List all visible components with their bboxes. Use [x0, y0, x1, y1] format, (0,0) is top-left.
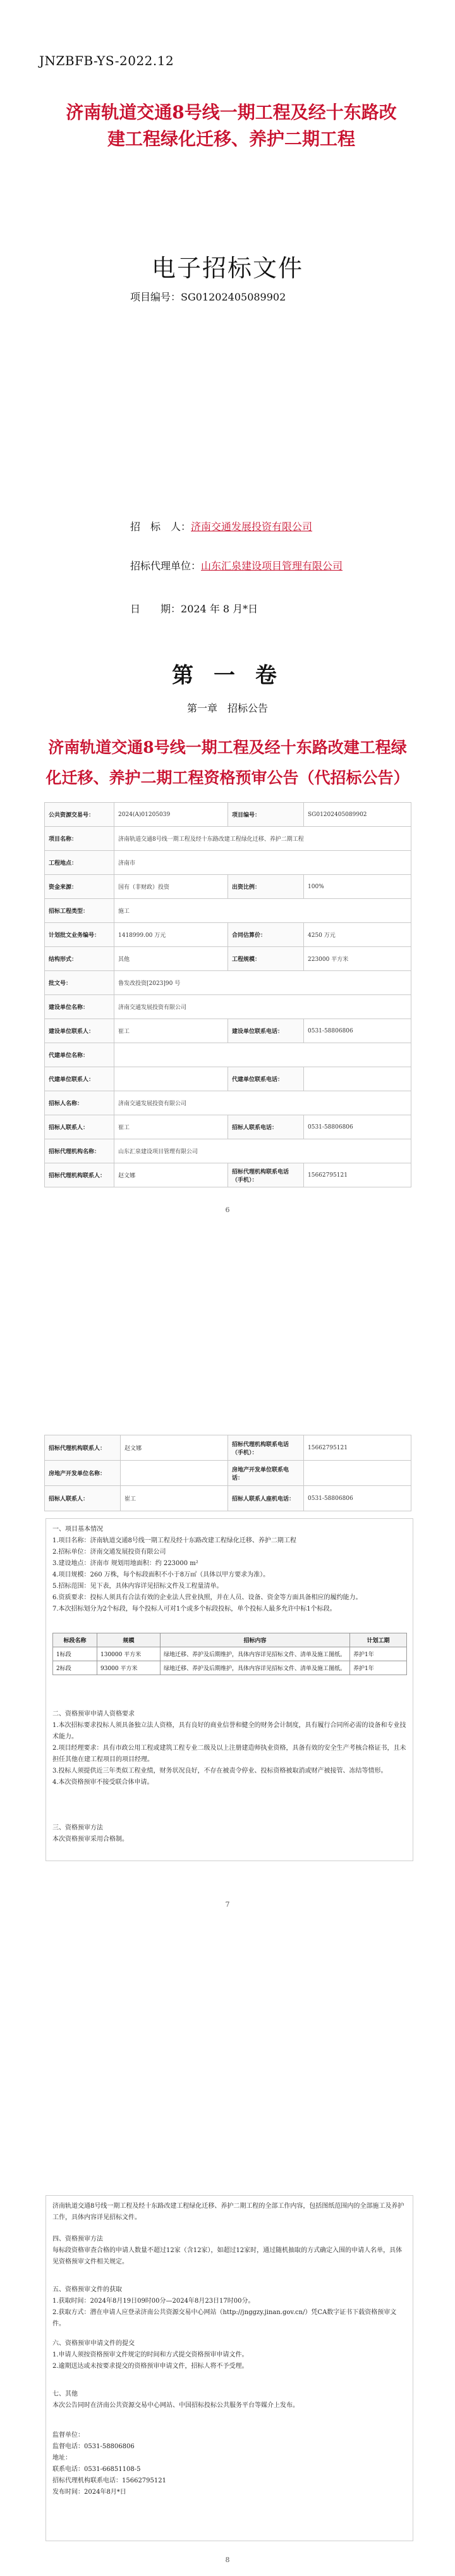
- field-label: 招标代理机构名称：: [45, 1139, 114, 1163]
- table-row: [45, 1091, 411, 1115]
- section-3: [52, 1823, 406, 1845]
- field-value: 崔工: [114, 1115, 228, 1139]
- field-value: 223000 平方米: [304, 947, 411, 971]
- text-line: 发布时间：2024年8月*日: [52, 2489, 126, 2496]
- field-label: 工程规模：: [228, 947, 304, 971]
- section-1: [52, 1524, 406, 1615]
- field-label: 出资比例：: [228, 875, 304, 899]
- field-label: 招标人联系人座机电话：: [228, 1486, 304, 1511]
- table-row: [45, 923, 411, 947]
- field-value: [121, 1461, 228, 1486]
- tenderee-label: 招 标 人：: [130, 521, 191, 533]
- field-label: 招标代理机构联系人：: [45, 1163, 114, 1187]
- table-cell: 93000 平方米: [97, 1661, 161, 1675]
- column-header: 标段名称: [53, 1633, 97, 1647]
- document-code: JNZBFB-YS-2022.12: [39, 53, 174, 68]
- field-value: 山东汇泉建设项目管理有限公司: [114, 1139, 411, 1163]
- field-value: 1418999.00 万元: [114, 923, 228, 947]
- contact-table: [44, 1435, 411, 1511]
- text-line: 1.获取时间：2024年8月19日09时00分—2024年8月23日17时00分。: [52, 2298, 255, 2305]
- field-value: [304, 1461, 411, 1486]
- table-row: [45, 995, 411, 1019]
- field-label: 房地产开发单位联系电话：: [228, 1461, 304, 1486]
- table-row: [45, 1115, 411, 1139]
- field-label: 招标人联系人：: [45, 1115, 114, 1139]
- page-1: [0, 0, 455, 797]
- tenderee-row: [130, 519, 312, 533]
- text-line: 济南轨道交通8号线一期工程及经十东路改建工程绿化迁移、养护二期工程的全部工作内容，包括图纸范围内的全部施工及养护工作，具体内容详见招标文件。: [52, 2203, 404, 2221]
- agent-label: 招标代理单位：: [130, 560, 202, 572]
- field-label: 项目名称：: [45, 827, 114, 851]
- section-3-title: 三、资格预审方法: [52, 1824, 103, 1831]
- field-value: 15662795121: [304, 1163, 411, 1187]
- field-value: 15662795121: [304, 1435, 411, 1461]
- field-label: 招标代理机构联系电话（手机）：: [228, 1435, 304, 1461]
- field-label: 房地产开发单位名称：: [45, 1461, 121, 1486]
- field-value: 济南交通发展投资有限公司: [114, 1091, 411, 1115]
- table-row: [45, 1139, 411, 1163]
- section-2: [52, 1709, 406, 1788]
- field-value: 崔工: [114, 1019, 228, 1043]
- field-value: 国有（非财政）投资: [114, 875, 228, 899]
- field-label: 招标人联系电话：: [228, 1115, 304, 1139]
- column-header: 规模: [97, 1633, 161, 1647]
- field-label: 招标工程类型：: [45, 899, 114, 923]
- field-value: 济南交通发展投资有限公司: [114, 995, 411, 1019]
- table-cell: 养护1年: [350, 1661, 407, 1675]
- text-line: 本次资格预审采用合格制。: [52, 1836, 128, 1843]
- field-value: [114, 1067, 228, 1091]
- text-line: 本次公告同时在济南公共资源交易中心网站、中国招标投标公共服务平台等媒介上发布。: [52, 2402, 299, 2409]
- text-line: 3.投标人须提供近三年类似工程业绩，财务状况良好，不存在被责令停业、投标资格被取消或财产被接管、冻结等情形。: [52, 1768, 387, 1774]
- field-value: 100%: [304, 875, 411, 899]
- table-row: [45, 1067, 411, 1091]
- announcement-body-box-2: [46, 2195, 413, 2541]
- announcement-title: 济南轨道交通8号线一期工程及经十东路改建工程绿化迁移、养护二期工程资格预审公告（代招标公告）: [46, 738, 410, 787]
- table-row: [45, 1435, 411, 1461]
- table-row: [53, 1661, 407, 1675]
- section-4-title: 四、资格预审方法: [52, 2236, 103, 2243]
- field-label: 代建单位联系电话：: [228, 1067, 304, 1091]
- project-info-table: [44, 802, 411, 1187]
- table-row: [45, 1461, 411, 1486]
- text-line: 2.项目经理要求：具有市政公用工程或建筑工程专业二级及以上注册建造师执业资格，具备有效的安全生产考核合格证书，且未担任其他在建工程项目的项目经理。: [52, 1745, 406, 1763]
- field-label: 建设单位联系电话：: [228, 1019, 304, 1043]
- field-label: 建设单位联系人：: [45, 1019, 114, 1043]
- text-line: 7.本次招标划分为2个标段，每个投标人可对1个或多个标段投标，单个投标人最多允许中标1个标段。: [52, 1606, 336, 1613]
- cover-title: 济南轨道交通8号线一期工程及经十东路改建工程绿化迁移、养护二期工程: [66, 102, 397, 149]
- field-value: 4250 万元: [304, 923, 411, 947]
- table-row: [45, 1019, 411, 1043]
- field-value: 其他: [114, 947, 228, 971]
- text-line: 2.招标单位：济南交通发展投资有限公司: [52, 1549, 166, 1556]
- table-cell: 养护1年: [350, 1647, 407, 1661]
- field-label: 资金来源：: [45, 875, 114, 899]
- text-line: 2.获取方式：潜在申请人应登录济南公共资源交易中心网站（http://jnggzy.jinan.gov.cn/）凭CA数字证书下载资格预审文件。: [52, 2309, 397, 2327]
- text-line: 监督电话：0531-58806806: [52, 2443, 135, 2450]
- text-line: 3.建设地点：济南市 规划用地面积：约 223000 m²: [52, 1560, 198, 1567]
- field-value: 0531-58806806: [304, 1486, 411, 1511]
- agent-row: [130, 558, 343, 573]
- field-value: [304, 1067, 411, 1091]
- field-value: 0531-58806806: [304, 1115, 411, 1139]
- field-label: 建设单位名称：: [45, 995, 114, 1019]
- table-row: [45, 899, 411, 923]
- field-label: 代建单位名称：: [45, 1043, 114, 1067]
- date-value: 2024 年 8 月*日: [181, 603, 258, 615]
- field-value: 崔工: [121, 1486, 228, 1511]
- text-line: 4.项目规模：260 万株，每个标段面积不小于8万㎡（具体以甲方要求为准）。: [52, 1571, 270, 1578]
- field-label: 计划批文业务编号：: [45, 923, 114, 947]
- chapter-title: 第一章 招标公告: [186, 702, 268, 714]
- field-value: 济南市: [114, 851, 411, 875]
- table-row: [45, 1486, 411, 1511]
- field-label: 项目编号：: [228, 803, 304, 827]
- page-number-6: 6: [225, 1206, 230, 1214]
- text-line: 6.资质要求：投标人须具有合法有效的企业法人营业执照，并在人员、设备、资金等方面具备相应的履约能力。: [52, 1594, 362, 1601]
- text-line: 每标段资格审查合格的申请人数量不超过12家（含12家），如超过12家时，通过随机抽取的方式确定入围的申请人名单，具体见资格预审文件相关规定。: [52, 2247, 403, 2265]
- table-row: [45, 971, 411, 995]
- section-6-title: 六、资格预审申请文件的提交: [52, 2340, 135, 2347]
- document-type: 电子招标文件: [151, 254, 303, 282]
- section-1-title: 一、项目基本情况: [52, 1526, 103, 1533]
- table-row: [45, 1043, 411, 1067]
- section-6: [52, 2338, 406, 2372]
- table-row: [53, 1647, 407, 1661]
- field-label: 招标人联系人：: [45, 1486, 121, 1511]
- section-5: [52, 2284, 406, 2330]
- text-line: 地址：: [52, 2455, 71, 2461]
- lots-table: [52, 1633, 407, 1675]
- announcement-body-box: [46, 1518, 413, 1861]
- table-row: [45, 1163, 411, 1187]
- section-7: [52, 2389, 406, 2412]
- column-header: 计划工期: [350, 1633, 407, 1647]
- contact-details: [52, 2430, 406, 2498]
- text-line: 5.招标范围：见下表，具体内容详见招标文件及工程量清单。: [52, 1583, 223, 1590]
- field-value: 2024(A)01205039: [114, 803, 228, 827]
- field-label: 代建单位联系人：: [45, 1067, 114, 1091]
- field-value: SG01202405089902: [304, 803, 411, 827]
- volume-title: 第 一 卷: [172, 663, 283, 688]
- field-label: 招标代理机构联系电话（手机）：: [228, 1163, 304, 1187]
- table-row: [45, 851, 411, 875]
- text-line: 1.项目名称：济南轨道交通8号线一期工程及经十东路改建工程绿化迁移、养护二期工程: [52, 1537, 296, 1544]
- project-number: [130, 289, 286, 304]
- field-value: 赵文娜: [121, 1435, 228, 1461]
- field-value: 鲁发改投资[2023]90 号: [114, 971, 411, 995]
- table-row: [45, 827, 411, 851]
- text-line: 2.逾期送达或未按要求提交的资格预审申请文件，招标人将不予受理。: [52, 2363, 248, 2370]
- field-label: 招标人名称：: [45, 1091, 114, 1115]
- field-label: 公共资源交易号：: [45, 803, 114, 827]
- project-number-value: SG01202405089902: [181, 291, 286, 303]
- project-number-label: 项目编号：: [130, 291, 181, 303]
- table-row: [45, 947, 411, 971]
- text-line: 联系电话：0531-66851108-5: [52, 2466, 141, 2473]
- text-line: 监督单位：: [52, 2432, 84, 2439]
- table-cell: 2标段: [53, 1661, 97, 1675]
- section-4: [52, 2234, 406, 2268]
- field-label: 招标代理机构联系人：: [45, 1435, 121, 1461]
- text-line: 1.本次招标要求投标人须具备独立法人资格，具有良好的商业信誉和健全的财务会计制度，具有履行合同所必需的设备和专业技术能力。: [52, 1722, 406, 1740]
- date-label: 日 期：: [130, 603, 181, 615]
- field-value: 施工: [114, 899, 411, 923]
- field-value: 赵文娜: [114, 1163, 228, 1187]
- tenderee-value: 济南交通发展投资有限公司: [191, 521, 313, 533]
- table-cell: 1标段: [53, 1647, 97, 1661]
- section-7-title: 七、其他: [52, 2391, 78, 2398]
- field-label: 批文号：: [45, 971, 114, 995]
- field-value: [114, 1043, 411, 1067]
- field-label: 结构形式：: [45, 947, 114, 971]
- page-number-8: 8: [225, 2556, 230, 2564]
- text-line: 1.申请人须按资格预审文件规定的时间和方式提交资格预审申请文件。: [52, 2351, 248, 2358]
- table-cell: 绿地迁移、养护及后期维护，具体内容详见招标文件、清单及施工图纸。: [161, 1661, 350, 1675]
- table-cell: 130000 平方米: [97, 1647, 161, 1661]
- field-label: 工程地点：: [45, 851, 114, 875]
- agent-value: 山东汇泉建设项目管理有限公司: [201, 560, 343, 572]
- date-row: [130, 601, 258, 616]
- section-5-title: 五、资格预审文件的获取: [52, 2286, 122, 2293]
- table-row: [45, 875, 411, 899]
- text-line: 4.本次资格预审不接受联合体申请。: [52, 1779, 154, 1786]
- section-2-title: 二、资格预审申请人资格要求: [52, 1711, 135, 1718]
- continuation-text: [52, 2201, 406, 2224]
- field-value: 济南轨道交通8号线一期工程及经十东路改建工程绿化迁移、养护二期工程: [114, 827, 411, 851]
- field-label: 合同估算价：: [228, 923, 304, 947]
- table-row: [45, 803, 411, 827]
- text-line: 招标代理机构联系电话：15662795121: [52, 2477, 166, 2484]
- table-cell: 绿地迁移、养护及后期维护，具体内容详见招标文件、清单及施工图纸。: [161, 1647, 350, 1661]
- column-header: 招标内容: [161, 1633, 350, 1647]
- page-number-7: 7: [225, 1900, 230, 1909]
- field-value: 0531-58806806: [304, 1019, 411, 1043]
